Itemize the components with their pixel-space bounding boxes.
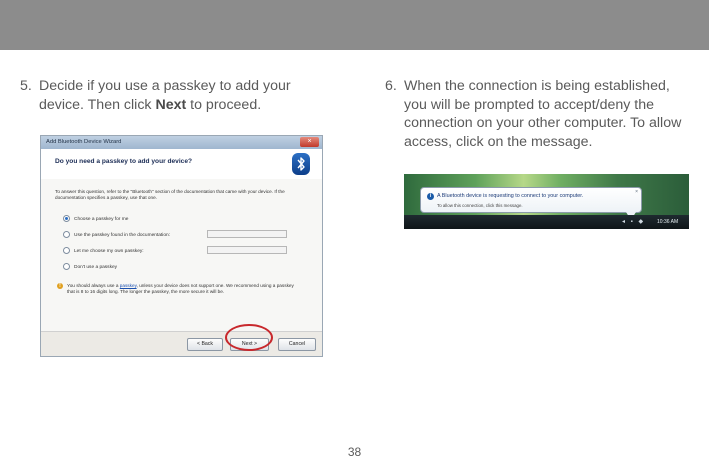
option-no-passkey[interactable] (63, 263, 117, 270)
option-label: Don't use a passkey (74, 264, 118, 270)
step-5-text-before: Decide if you use a passkey to add your device. Then click (39, 78, 291, 113)
back-button[interactable]: < Back (187, 338, 223, 351)
own-passkey-field[interactable] (207, 246, 287, 254)
bluetooth-icon (292, 153, 310, 175)
warning-text-prefix: You should always use a (67, 283, 120, 288)
wizard-footer (41, 331, 322, 357)
warning-text-suffix: , unless your device does not support one. We recommend using a passkey that is 8 to 16 digits long. The longer the passkey, the more secure it will be. (67, 283, 294, 294)
option-label: Use the passkey found in the documentation: (74, 232, 170, 238)
option-documentation-passkey[interactable] (63, 231, 170, 238)
wizard-question: Do you need a passkey to add your device? (55, 158, 193, 165)
warning-icon: ! (57, 283, 63, 289)
info-icon: i (427, 193, 434, 200)
tray-clock: 10:36 AM (657, 219, 679, 225)
wizard-warning (57, 283, 297, 295)
option-own-passkey[interactable] (63, 247, 144, 254)
wizard-titlebar (41, 136, 322, 149)
step-5-next-emphasis: Next (155, 96, 187, 113)
system-tray (404, 215, 689, 229)
header-band (0, 0, 709, 50)
step-5-number: 5. (20, 78, 32, 94)
wizard-header (41, 149, 322, 179)
step-6-number: 6. (385, 78, 397, 94)
tray-icons[interactable]: ◂ ▪ ◆ (622, 219, 646, 225)
taskbar-notification-screenshot (404, 174, 689, 229)
bluetooth-notification-balloon[interactable] (420, 187, 642, 213)
option-label: Choose a passkey for me (74, 216, 129, 222)
close-icon[interactable]: × (300, 137, 319, 147)
step-5-text (39, 77, 339, 114)
radio-selected-icon[interactable] (63, 215, 70, 222)
documentation-passkey-field[interactable] (207, 230, 287, 238)
step-6-text: When the connection is being established, you will be prompted to accept/deny the connection on your other computer. To allow access, click on the message. (404, 78, 682, 150)
bluetooth-wizard-screenshot (40, 135, 323, 357)
wizard-intro: To answer this question, refer to the "Bluetooth" section of the documentation that came with your device. If the documentation specifies a passkey, use that one. (55, 189, 285, 200)
option-choose-passkey[interactable] (63, 215, 128, 222)
next-highlight-circle (225, 324, 273, 351)
passkey-link[interactable]: passkey (119, 283, 137, 288)
next-button[interactable]: Next > (230, 338, 269, 351)
wizard-body (41, 179, 322, 331)
step-5-text-after: to proceed. (186, 96, 262, 113)
radio-icon[interactable] (63, 263, 70, 270)
notification-message[interactable]: A Bluetooth device is requesting to connect to your computer. (437, 193, 584, 199)
close-icon[interactable]: × (635, 189, 638, 195)
radio-icon[interactable] (63, 231, 70, 238)
wizard-title: Add Bluetooth Device Wizard (46, 139, 122, 145)
cancel-button[interactable]: Cancel (278, 338, 316, 351)
radio-icon[interactable] (63, 247, 70, 254)
notification-submessage[interactable]: To allow this connection, click this message. (437, 203, 523, 208)
option-label: Let me choose my own passkey: (74, 248, 144, 254)
page-number: 38 (347, 445, 362, 459)
